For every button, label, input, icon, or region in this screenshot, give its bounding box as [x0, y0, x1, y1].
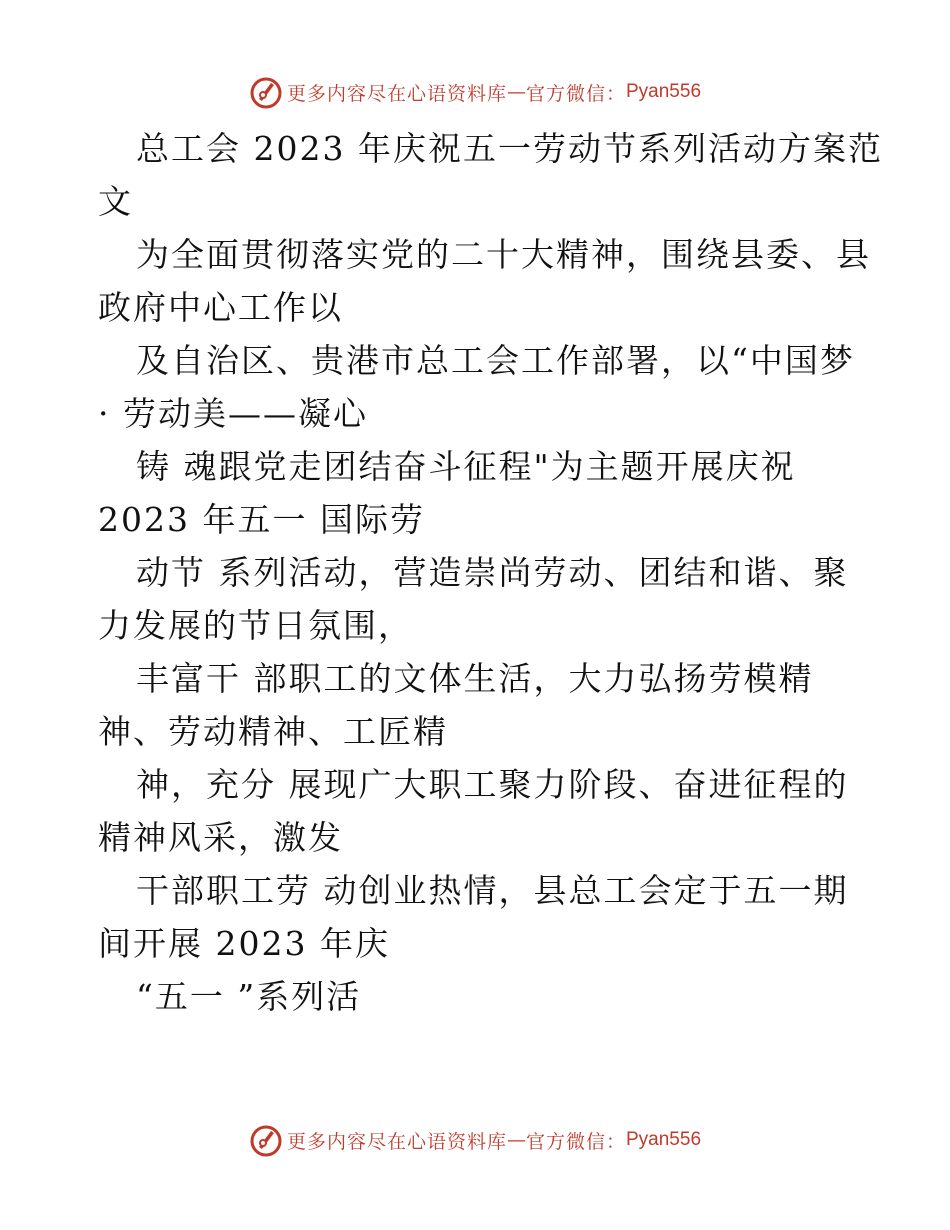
document-title-line: 总工会 2023 年庆祝五一劳动节系列活动方案范 — [136, 129, 883, 168]
watermark-text: 更多内容尽在心语资料库 — [286, 1130, 507, 1153]
paragraph-line: · 劳动美——凝心 — [98, 394, 368, 433]
paragraph-line: 动节 系列活动，营造崇尚劳动、团结和谐、聚 — [136, 553, 849, 592]
watermark-suffix: 官方微信： — [525, 1130, 626, 1153]
paragraph-line: “五一 ”系列活 — [136, 977, 362, 1016]
watermark-suffix: 官方微信： — [525, 82, 626, 105]
paragraph-line: 铸 魂跟党走团结奋斗征程"为主题开展庆祝 — [136, 447, 796, 486]
document-title-line: 文 — [98, 182, 133, 221]
footer-watermark — [0, 1120, 950, 1160]
quill-circle-logo-icon — [249, 1123, 283, 1157]
document-body — [98, 122, 883, 1023]
paragraph-line: 干部职工劳 动创业热情，县总工会定于五一期 — [136, 871, 849, 910]
paragraph-line: 及自治区、贵港市总工会工作部署，以“中国梦 — [136, 341, 855, 380]
watermark-wechat-id: Pyan556 — [626, 81, 702, 102]
paragraph-line: 丰富干 部职工的文体生活，大力弘扬劳模精 — [136, 659, 814, 698]
watermark-separator: — — [506, 81, 526, 103]
paragraph-line: 神、劳动精神、工匠精 — [98, 712, 448, 751]
paragraph-line: 政府中心工作以 — [98, 288, 343, 327]
quill-circle-logo-icon — [249, 75, 283, 109]
paragraph-line: 精神风采，激发 — [98, 818, 343, 857]
paragraph-line: 力发展的节日氛围， — [98, 606, 413, 645]
paragraph-line: 为全面贯彻落实党的二十大精神，围绕县委、县 — [136, 235, 871, 274]
paragraph-line: 神，充分 展现广大职工聚力阶段、奋进征程的 — [136, 765, 849, 804]
paragraph-line: 2023 年五一 国际劳 — [98, 500, 425, 539]
watermark-text: 更多内容尽在心语资料库 — [286, 82, 507, 105]
header-watermark — [0, 72, 950, 112]
watermark-wechat-id: Pyan556 — [626, 1129, 702, 1150]
paragraph-line: 间开展 2023 年庆 — [98, 924, 390, 963]
watermark-separator: — — [506, 1129, 526, 1151]
